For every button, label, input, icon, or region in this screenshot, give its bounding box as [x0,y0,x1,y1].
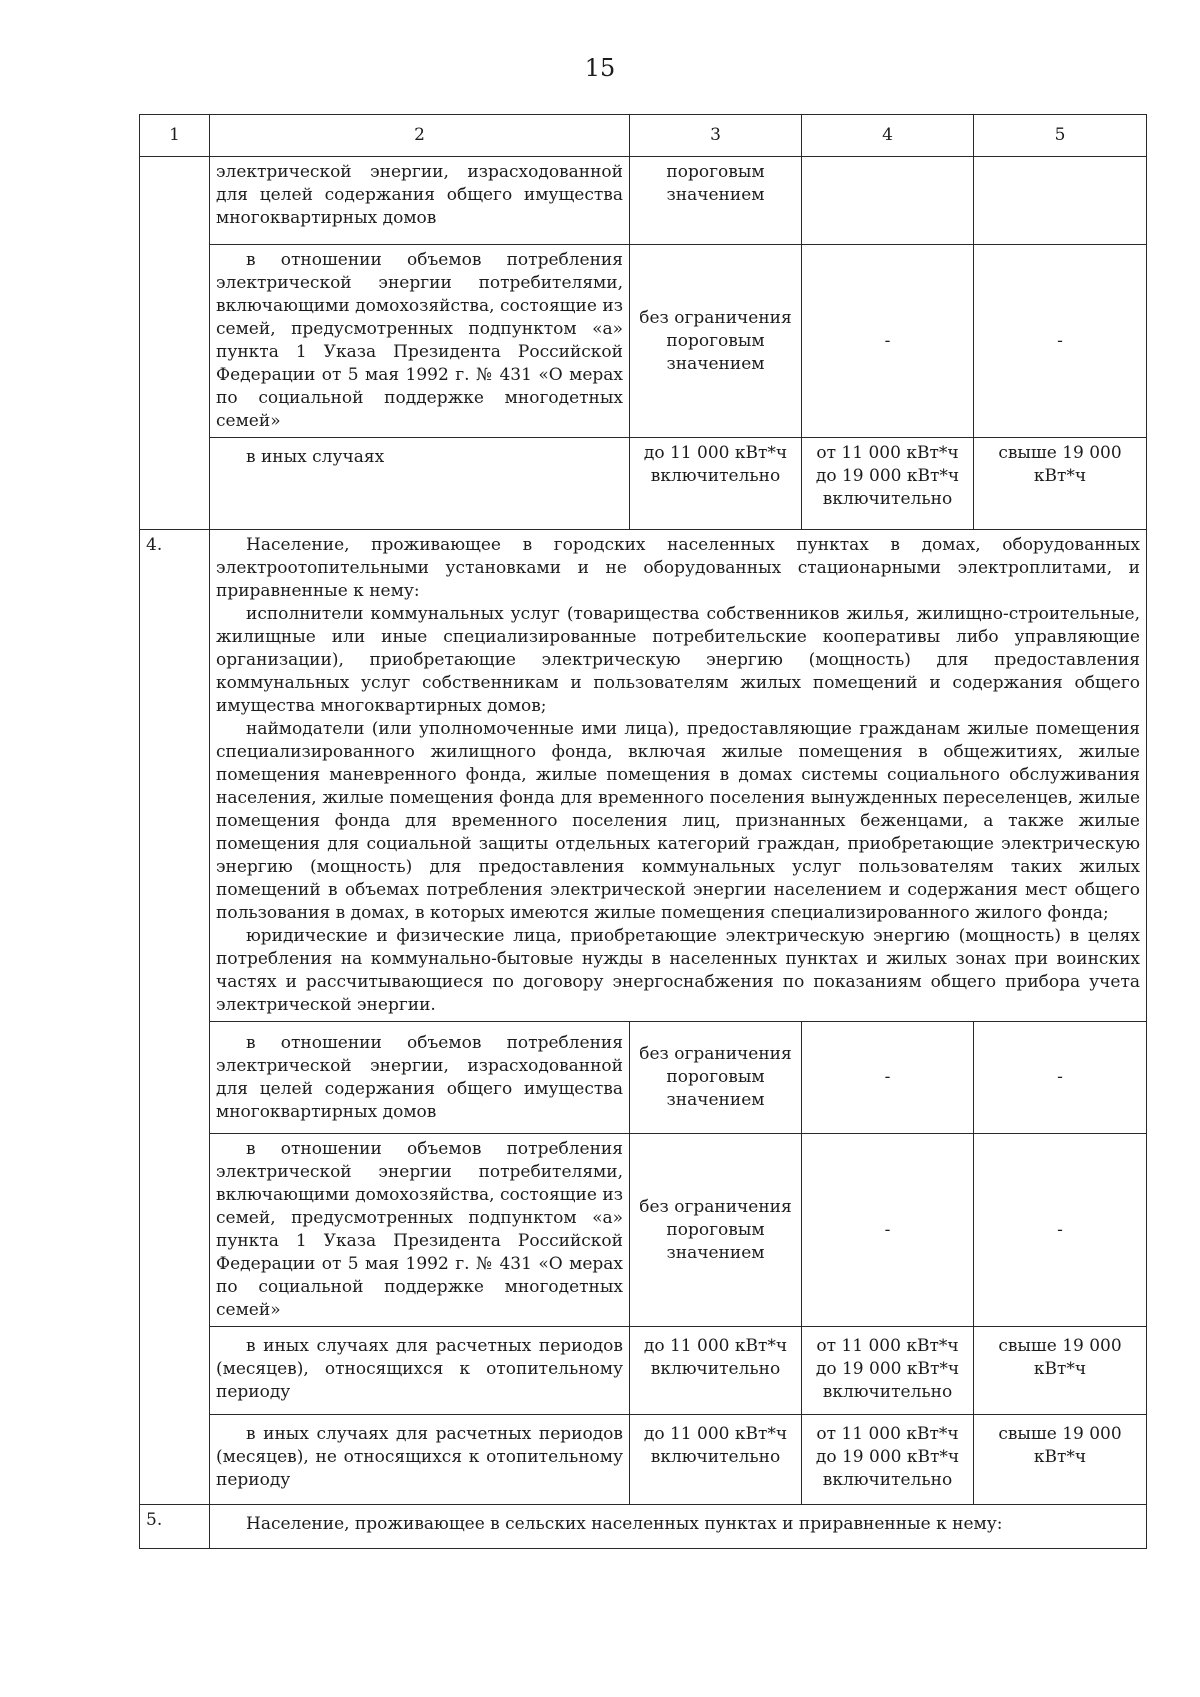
section-description [210,530,1147,1022]
tier-1-cell: без ограничения пороговым значением [630,1134,802,1327]
row-number-cell [140,1415,210,1505]
consumer-description: в отношении объемов потребления электрической энергии потребителями, включающими домохозяйства, состоящие из семей, предусмотренных подпунктом «а» пункта 1 Указа Президента Российской Федерации от 5 мая 1992 г. № 431 «О мерах по социальной поддержке многодетных семей» [210,1134,630,1327]
consumer-description: в отношении объемов потребления электрической энергии потребителями, включающими домохозяйства, состоящие из семей, предусмотренных подпунктом «а» пункта 1 Указа Президента Российской Федерации от 5 мая 1992 г. № 431 «О мерах по социальной поддержке многодетных семей» [210,245,630,438]
section-row [140,1505,1147,1549]
section-paragraph: исполнители коммунальных услуг (товарищества собственников жилья, жилищно-строительные, жилищные или иные специализированные потребительские кооперативы либо управляющие организации), приобретающие электрическую энергию (мощность) для предоставления коммунальных услуг собственникам и пользователям жилых помещений и содержания общего имущества многоквартирных домов; [216,604,1140,716]
consumer-description: в иных случаях для расчетных периодов (месяцев), не относящихся к отопительному периоду [210,1415,630,1505]
page-number: 15 [584,54,616,82]
table-row [140,1022,1147,1134]
table-row [140,1415,1147,1505]
tariff-table [139,114,1147,1549]
tier-2-cell: от 11 000 кВт*ч до 19 000 кВт*ч включительно [802,1327,974,1415]
section-description: Население, проживающее в сельских населенных пунктах и приравненные к нему: [210,1505,1147,1549]
table-row [140,245,1147,438]
table-row [140,157,1147,245]
table-row [140,1327,1147,1415]
consumer-description: в иных случаях для расчетных периодов (месяцев), относящихся к отопительному периоду [210,1327,630,1415]
row-number-cell [140,1022,210,1134]
header-cell: 2 [210,115,630,157]
tier-2-cell [802,157,974,245]
tier-1-cell: до 11 000 кВт*ч включительно [630,1327,802,1415]
header-cell: 1 [140,115,210,157]
tier-1-cell: пороговым значением [630,157,802,245]
tier-1-cell: без ограничения пороговым значением [630,1022,802,1134]
tier-3-cell: - [974,1022,1147,1134]
tier-3-cell: свыше 19 000 кВт*ч [974,1327,1147,1415]
tier-3-cell: свыше 19 000 кВт*ч [974,1415,1147,1505]
section-number: 5. [140,1505,210,1549]
tier-1-cell: до 11 000 кВт*ч включительно [630,1415,802,1505]
section-paragraph: Население, проживающее в городских населенных пунктах в домах, оборудованных электроотопительными установками и не оборудованных стационарными электроплитами, и приравненные к нему: [216,535,1140,601]
tier-3-cell [974,157,1147,245]
section-row [140,530,1147,1022]
row-number-cell [140,1327,210,1415]
tier-2-cell: от 11 000 кВт*ч до 19 000 кВт*ч включительно [802,1415,974,1505]
tier-2-cell: - [802,1134,974,1327]
consumer-description: в отношении объемов потребления электрической энергии, израсходованной для целей содержания общего имущества многоквартирных домов [210,1022,630,1134]
tier-3-cell: свыше 19 000 кВт*ч [974,438,1147,530]
tier-2-cell: - [802,245,974,438]
section-number: 4. [140,530,210,1022]
row-number-cell [140,1134,210,1327]
consumer-description: электрической энергии, израсходованной для целей содержания общего имущества многоквартирных домов [210,157,630,245]
header-cell: 5 [974,115,1147,157]
tier-3-cell: - [974,1134,1147,1327]
row-number-cell [140,438,210,530]
tier-1-cell: до 11 000 кВт*ч включительно [630,438,802,530]
header-cell: 4 [802,115,974,157]
table-row [140,1134,1147,1327]
row-number-cell [140,245,210,438]
header-cell: 3 [630,115,802,157]
tier-2-cell: - [802,1022,974,1134]
tier-2-cell: от 11 000 кВт*ч до 19 000 кВт*ч включительно [802,438,974,530]
table-row [140,438,1147,530]
tier-3-cell: - [974,245,1147,438]
section-paragraph: наймодатели (или уполномоченные ими лица), предоставляющие гражданам жилые помещения специализированного жилищного фонда, включая жилые помещения в общежитиях, жилые помещения маневренного фонда, жилые помещения в домах системы социального обслуживания населения, жилые помещения фонда для временного поселения вынужденных переселенцев, жилые помещения фонда для временного поселения лиц, признанных беженцами, а также жилые помещения для социальной защиты отдельных категорий граждан, приобретающие электрическую энергию (мощность) для предоставления коммунальных услуг пользователям таких жилых помещений в объемах потребления электрической энергии населением и содержания мест общего пользования в домах, в которых имеются жилые помещения специализированного жилого фонда; [216,719,1140,923]
section-paragraph: юридические и физические лица, приобретающие электрическую энергию (мощность) в целях потребления на коммунально-бытовые нужды в населенных пунктах и жилых зонах при воинских частях и рассчитывающиеся по договору энергоснабжения по показаниям общего прибора учета электрической энергии. [216,926,1140,1015]
row-number-cell [140,157,210,245]
consumer-description: в иных случаях [210,438,630,530]
tier-1-cell: без ограничения пороговым значением [630,245,802,438]
table-header-row [140,115,1147,157]
